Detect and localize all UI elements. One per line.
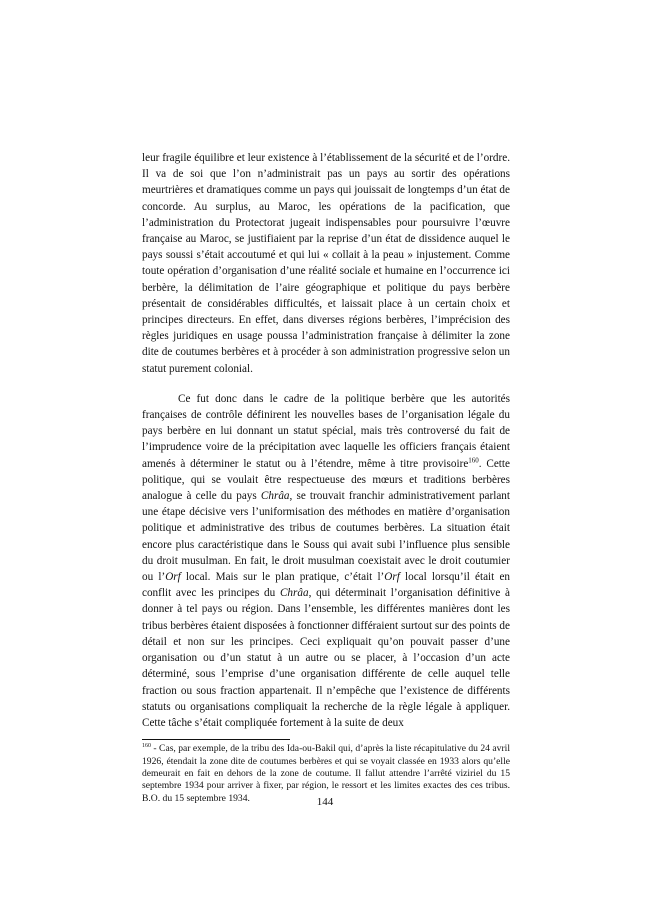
paragraph-1: leur fragile équilibre et leur existence à l’établissement de la sécurité et de l’ordre. Il va de soi que l’on n’administrait pas un pays au sortir des opérations meurtrières et dramatiques comme un pays qui jouissait de longtemps d’un état de concorde. Au surplus, au Maroc, les opérations de la pacification, que l’administration du Protectorat jugeait indispensables pour poursuivre l’œuvre française au Maroc, se justifiaient par la reprise d’un état de dissidence auquel le pays soussi s’était accoutumé et qui lui « collait à la peau » injustement. Comme toute opération d’organisation d’une réalité sociale et humaine en l’occurrence ici berbère, la délimitation de l’aire géographique et politique du pays berbère présentait de considérables difficultés, et laissait place à un certain choix et principes directeurs. En effet, dans diverses régions berbères, l’imprécision des règles juridiques en usage poussa l’administration française à délimiter la zone dite de coutumes berbères et à procéder à son administration progressive selon un statut purement colonial. [142, 152, 510, 375]
footnote-reference[interactable]: 160 [468, 455, 479, 464]
term-chraa: Chrâa [279, 587, 309, 600]
paragraph-2-text-3: , se trouvait franchir administrativement parlant une étape décisive vers l’uniformisation des méthodes en matière d’organisation politique et administrative des tribus de coutumes berbères. La situation était encore plus caractéristique dans le Souss qui avait subi l’influence plus sensible du droit musulman. En fait, le droit musulman coexistait avec le droit coutumier ou l’ [142, 490, 511, 584]
paragraph-2 [142, 391, 510, 731]
paragraph-2-text-2: . Cette politique, qui se voulait être respectueuse des mœurs et traditions berbères analogue à celle du pays [142, 457, 510, 503]
paragraph-2-text-6: , qui déterminait l’organisation définitive à donner à tel pays ou région. Dans l’ensemble, les différentes manières dont les tribus berbères étaient disposées à fonctionner différaient surtout sur des points de détail et non sur les principes. Ceci expliquait qu’on pouvait passer d’une organisation ou d’un statut à un autre ou se placer, à l’occasion d’un acte déterminé, sous l’emprise d’une organisation différente de celle auquel telle fraction ou sous fraction appartenait. Il n’empêche que l’existence de différents statuts ou organisations compliquait la recherche de la règle légale à appliquer. Cette tâche s’était compliquée fortement à la suite de deux [142, 587, 510, 729]
term-orf: Orf [165, 571, 181, 584]
footnote-text: - Cas, par exemple, de la tribu des Ida-ou-Bakil qui, d’après la liste récapitulative du 24 avril 1926, étendait la zone dite de coutumes berbères et qui se voyait classée en 1933 alors qu’elle demeurait en fait en dehors de la zone de coutume. Il fallut attendre l’arrêté viziriel du 15 septembre 1934 pour arriver à fixer, par région, le ressort et les limites exactes des ces tribus. B.O. du 15 septembre 1934. [142, 743, 510, 804]
term-chraa: Chrâa [260, 490, 290, 503]
page-body [142, 150, 510, 815]
footnote-number: 160 [142, 742, 151, 749]
paragraph-2-text-1: Ce fut donc dans le cadre de la politique berbère que les autorités françaises de contrôle définirent les nouvelles bases de l’organisation légale du pays berbère en lui donnant un statut spécial, mais très controversé du fait de l’imprudence voire de la précipitation avec laquelle les officiers français étaient amenés à déterminer le statut ou à l’étendre, même à titre provisoire [142, 392, 510, 470]
paragraph-2-text-4: local. Mais sur le plan pratique, c’était l’ [180, 571, 385, 584]
paragraph-2-text-5: local lorsqu’il était en conflit avec les principes du [142, 571, 511, 600]
footnote-divider [142, 739, 290, 740]
page-number: 144 [316, 796, 334, 808]
term-orf: Orf [384, 571, 400, 584]
